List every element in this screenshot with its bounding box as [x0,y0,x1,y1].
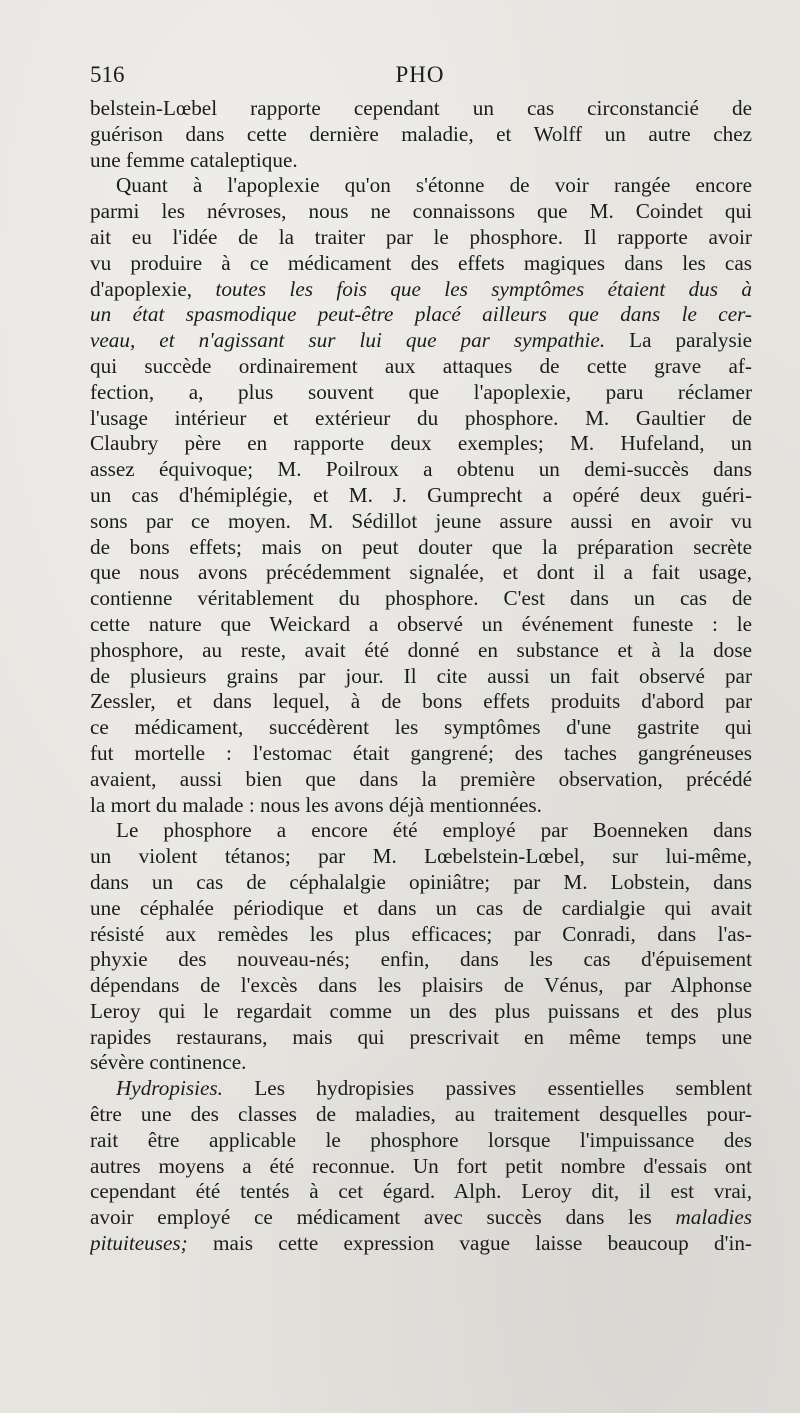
italic-run: Hydropisies. [116,1076,223,1101]
text-line [90,1154,752,1180]
text-line [90,999,752,1025]
italic-run: veau, et n'agissant sur lui que par sympathie. [90,328,606,353]
text-line [90,1205,752,1231]
text-line [90,380,752,406]
text-line [90,638,752,664]
text-run: sévère continence. [90,1050,247,1075]
text-line [90,199,752,225]
text-line [90,1128,752,1154]
text-line [90,870,752,896]
text-run: avoir employé ce médicament avec succès dans les [90,1205,676,1230]
italic-run: un état spasmodique peut-être placé ailleurs que dans le cer- [90,302,752,327]
text-line [90,973,752,999]
text-line [90,406,752,432]
text-run: l'usage intérieur et extérieur du phosphore. M. Gaultier de [90,405,752,430]
text-run: sons par ce moyen. M. Sédillot jeune assure aussi en avoir vu [90,508,752,533]
text-line [90,173,752,199]
page-number: 516 [90,62,125,87]
text-line [90,328,752,354]
text-run: autres moyens a été reconnue. Un fort petit nombre d'essais ont [90,1153,752,1178]
text-line [90,1050,752,1076]
text-run: résisté aux remèdes les plus efficaces; par Conradi, dans l'as- [90,921,752,946]
text-line [90,509,752,535]
text-line [90,251,752,277]
text-line [90,793,752,819]
text-run: de plusieurs grains par jour. Il cite aussi un fait observé par [90,663,752,688]
text-line [90,1179,752,1205]
text-line [90,148,752,174]
text-run: contienne véritablement du phosphore. C'est dans un cas de [90,586,752,611]
text-run: assez équivoque; M. Poilroux a obtenu un demi-succès dans [90,457,752,482]
text-run: mais cette expression vague laisse beaucoup d'in- [187,1231,752,1256]
text-line [90,1231,752,1257]
text-run: un violent tétanos; par M. Lœbelstein-Lœbel, sur lui-même, [90,844,752,869]
text-line [90,947,752,973]
text-line [90,1102,752,1128]
text-run: dans un cas de céphalalgie opiniâtre; par M. Lobstein, dans [90,869,752,894]
text-run: dépendans de l'excès dans les plaisirs de Vénus, par Alphonse [90,973,752,998]
italic-run: pituiteuses; [90,1231,188,1256]
text-run: phyxie des nouveau-nés; enfin, dans les cas d'épuisement [90,947,752,972]
text-line [90,586,752,612]
text-line [90,431,752,457]
body-text [90,96,752,1257]
text-line [90,741,752,767]
text-run: une femme cataleptique. [90,147,298,172]
text-run: guérison dans cette dernière maladie, et Wolff un autre chez [90,121,752,146]
text-run: Leroy qui le regardait comme un des plus puissans et des plus [90,998,752,1023]
text-run: qui succède ordinairement aux attaques de cette grave af- [90,353,752,378]
text-run: Claubry père en rapporte deux exemples; M. Hufeland, un [90,431,752,456]
page-header [90,62,750,96]
text-line [90,664,752,690]
text-line [90,1076,752,1102]
italic-run: maladies [675,1205,752,1230]
text-line [90,1025,752,1051]
text-line [90,689,752,715]
text-line [90,354,752,380]
text-run: ce médicament, succédèrent les symptômes d'une gastrite qui [90,715,752,740]
text-line [90,122,752,148]
text-line [90,560,752,586]
text-run: rait être applicable le phosphore lorsque l'impuissance des [90,1127,752,1152]
italic-run: toutes les fois que les symptômes étaient dus à [215,276,752,301]
text-run: ait eu l'idée de la traiter par le phosphore. Il rapporte avoir [90,224,752,249]
text-run: Quant à l'apoplexie qu'on s'étonne de voir rangée encore [116,173,752,198]
text-run: d'apoplexie, [90,276,216,301]
text-run: Zessler, et dans lequel, à de bons effets produits d'abord par [90,689,752,714]
text-run: vu produire à ce médicament des effets magiques dans les cas [90,250,752,275]
text-line [90,302,752,328]
text-run: rapides restaurans, mais qui prescrivait en même temps une [90,1024,752,1049]
text-run: que nous avons précédemment signalée, et dont il a fait usage, [90,560,752,585]
text-line [90,715,752,741]
text-line [90,767,752,793]
text-run: avaient, aussi bien que dans la première observation, précédé [90,766,752,791]
text-run: phosphore, au reste, avait été donné en substance et à la dose [90,637,752,662]
text-run: Les hydropisies passives essentielles semblent [222,1076,752,1101]
text-run: cependant été tentés à cet égard. Alph. Leroy dit, il est vrai, [90,1179,752,1204]
text-line [90,922,752,948]
text-line [90,612,752,638]
text-run: de bons effets; mais on peut douter que la préparation secrète [90,534,752,559]
text-line [90,483,752,509]
text-run: Le phosphore a encore été employé par Boenneken dans [116,818,752,843]
text-run: la mort du malade : nous les avons déjà mentionnées. [90,792,542,817]
text-run: être une des classes de maladies, au traitement desquelles pour- [90,1102,752,1127]
text-line [90,535,752,561]
text-run: une céphalée périodique et dans un cas de cardialgie qui avait [90,895,752,920]
text-run: belstein-Lœbel rapporte cependant un cas circonstancié de [90,96,752,120]
text-line [90,277,752,303]
text-run: cette nature que Weickard a observé un événement funeste : le [90,611,752,636]
text-line [90,457,752,483]
text-line [90,96,752,122]
text-run: fut mortelle : l'estomac était gangrené; des taches gangréneuses [90,740,752,765]
text-run: un cas d'hémiplégie, et M. J. Gumprecht a opéré deux guéri- [90,482,752,507]
text-line [90,896,752,922]
running-head: PHO [395,62,445,87]
text-run: parmi les névroses, nous ne connaissons que M. Coindet qui [90,199,752,224]
text-line [90,225,752,251]
text-run: fection, a, plus souvent que l'apoplexie, paru réclamer [90,379,752,404]
text-run: La paralysie [605,328,752,353]
text-line [90,818,752,844]
text-line [90,844,752,870]
